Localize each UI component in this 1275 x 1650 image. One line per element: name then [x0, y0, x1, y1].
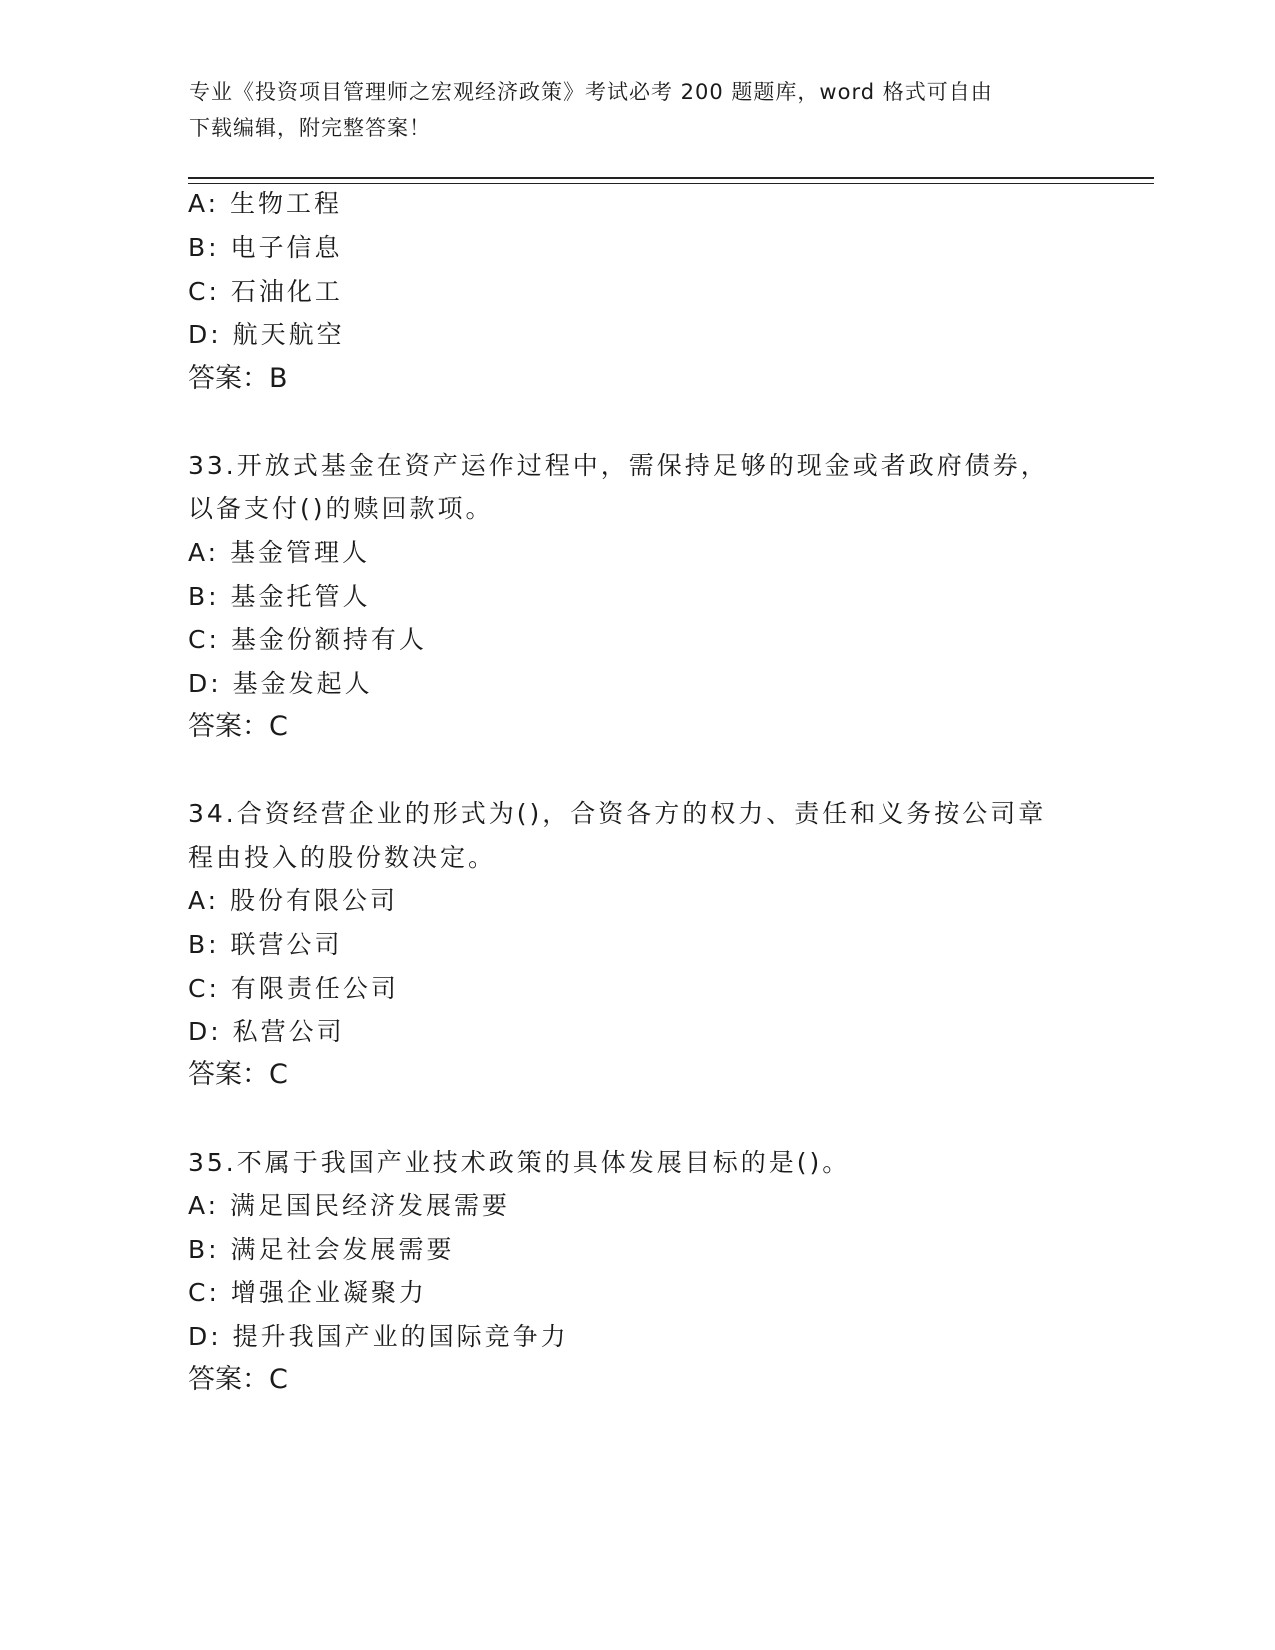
header-divider-thick	[188, 177, 1154, 179]
q33-answer: 答案：C	[188, 711, 288, 742]
header-line-1: 专业《投资项目管理师之宏观经济政策》考试必考 200 题题库，word 格式可自由	[189, 80, 993, 104]
q35-stem-line-1: 35.不属于我国产业技术政策的具体发展目标的是()。	[188, 1148, 851, 1177]
q34-option-d: D: 私营公司	[188, 1017, 345, 1046]
q34-stem-line-2: 程由投入的股份数决定。	[188, 843, 497, 872]
q33-option-c: C: 基金份额持有人	[188, 625, 427, 654]
q33-option-b: B: 基金托管人	[188, 582, 371, 611]
q32-answer: 答案：B	[188, 363, 288, 394]
document-header	[189, 74, 1069, 146]
q35-option-c: C: 增强企业凝聚力	[188, 1278, 427, 1307]
q34-option-a: A: 股份有限公司	[188, 886, 399, 915]
q34-option-c: C: 有限责任公司	[188, 974, 399, 1003]
q32-option-a: A: 生物工程	[188, 189, 343, 218]
q32-option-d: D: 航天航空	[188, 320, 345, 349]
q35-answer: 答案：C	[188, 1364, 288, 1395]
header-line-2: 下载编辑，附完整答案！	[189, 116, 431, 140]
q34-stem-line-1: 34.合资经营企业的形式为()，合资各方的权力、责任和义务按公司章	[188, 799, 1047, 828]
q32-option-b: B: 电子信息	[188, 233, 343, 262]
q32-option-c: C: 石油化工	[188, 277, 343, 306]
header-divider-thin	[188, 183, 1154, 184]
q34-answer: 答案：C	[188, 1059, 288, 1090]
q35-option-d: D: 提升我国产业的国际竞争力	[188, 1322, 569, 1351]
q33-option-d: D: 基金发起人	[188, 669, 373, 698]
q35-option-b: B: 满足社会发展需要	[188, 1235, 455, 1264]
q35-option-a: A: 满足国民经济发展需要	[188, 1191, 511, 1220]
q33-stem-line-2: 以备支付()的赎回款项。	[188, 494, 494, 523]
q34-option-b: B: 联营公司	[188, 930, 343, 959]
q33-stem-line-1: 33.开放式基金在资产运作过程中，需保持足够的现金或者政府债券，	[188, 451, 1049, 480]
q33-option-a: A: 基金管理人	[188, 538, 371, 567]
